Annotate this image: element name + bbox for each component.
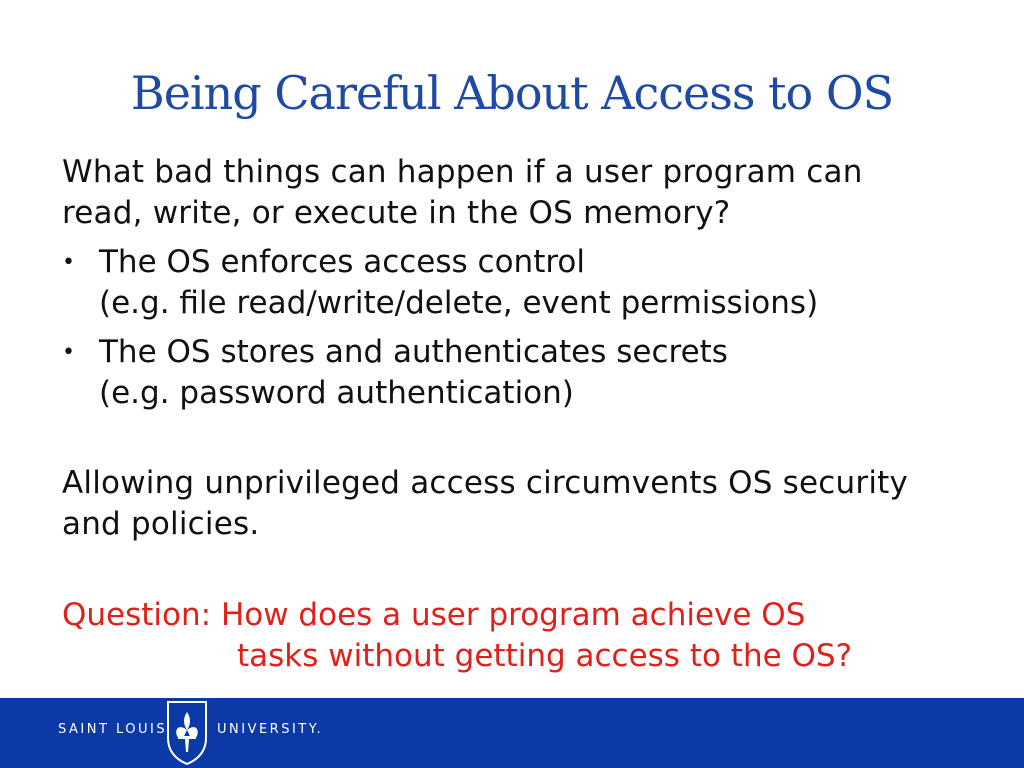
bullet-dot-icon: •: [62, 340, 75, 365]
bullet-item: [62, 242, 1002, 324]
statement-paragraph: [62, 463, 1002, 545]
bullet-line-1: The OS stores and authenticates secrets: [99, 334, 728, 370]
footer-text-left: SAINT LOUIS: [58, 722, 168, 737]
bullet-line-2: (e.g. file read/write/delete, event permissions): [99, 285, 819, 321]
bullet-line-1: The OS enforces access control: [99, 244, 585, 280]
bullet-item: [62, 332, 1002, 414]
fleur-de-lis-shield-icon: [164, 698, 210, 768]
intro-paragraph: [62, 152, 1002, 234]
intro-line-1: What bad things can happen if a user program can: [62, 154, 863, 190]
statement-line-1: Allowing unprivileged access circumvents OS security: [62, 465, 909, 501]
statement-line-2: and policies.: [62, 506, 260, 542]
bullet-line-2: (e.g. password authentication): [99, 375, 574, 411]
footer-bar: [0, 698, 1024, 768]
question-line-2: tasks without getting access to the OS?: [237, 638, 853, 674]
bullet-dot-icon: •: [62, 250, 75, 275]
question-paragraph: [62, 595, 1002, 677]
bullet-list: [62, 242, 1002, 422]
question-line-1: Question: How does a user program achieve OS: [62, 597, 806, 633]
intro-line-2: read, write, or execute in the OS memory?: [62, 195, 731, 231]
slide-title: Being Careful About Access to OS: [130, 66, 894, 120]
footer-text-right: UNIVERSITY.: [217, 722, 324, 737]
